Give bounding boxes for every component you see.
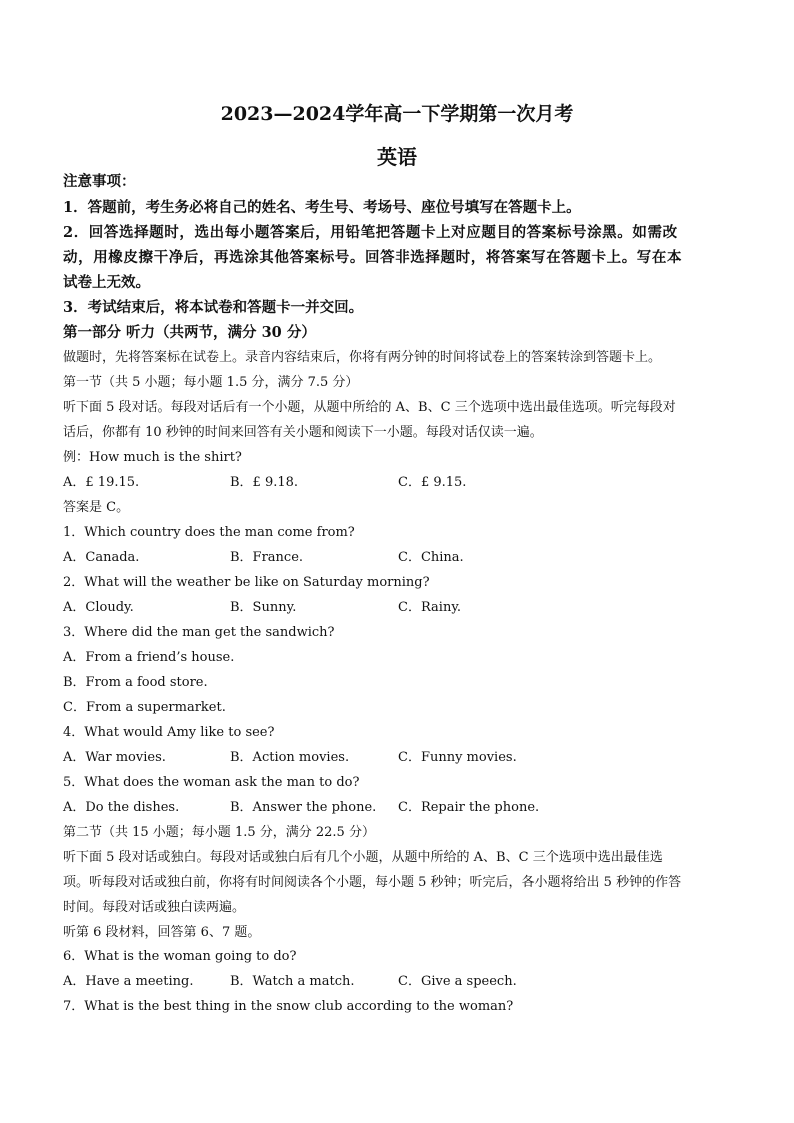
question-3: 3．Where did the man get the sandwich? — [63, 625, 335, 640]
section2-instruction: 听下面 5 段对话或独白。每段对话或独白后有几个小题，从题中所给的 A、B、C 三个选项中选出最佳选 — [63, 850, 663, 865]
option-c: C．From a supermarket. — [63, 700, 226, 715]
option-a: A．Have a meeting. — [63, 974, 194, 989]
option-b: B．£ 9.18. — [230, 475, 299, 490]
option-c: C．Repair the phone. — [398, 800, 540, 815]
question-5: 5．What does the woman ask the man to do? — [63, 775, 360, 790]
option-b: B．Watch a match. — [230, 974, 355, 989]
section1-instruction: 话后，你都有 10 秒钟的时间来回答有关小题和阅读下一小题。每段对话仅读一遍。 — [63, 425, 543, 440]
notice-item: 2．回答选择题时，选出每小题答案后，用铅笔把答题卡上对应题目的答案标号涂黑。如需改 — [63, 224, 678, 241]
part1-intro: 做题时，先将答案标在试卷上。录音内容结束后，你将有两分钟的时间将试卷上的答案转涂到答题卡上。 — [63, 350, 662, 365]
option-b: B．Action movies. — [230, 750, 350, 765]
exam-title: 2023—2024学年高一下学期第一次月考 — [220, 103, 574, 125]
subject-title: 英语 — [377, 145, 417, 169]
option-c: C．Give a speech. — [398, 974, 517, 989]
question-2: 2．What will the weather be like on Saturday morning? — [63, 575, 430, 590]
example-answer: 答案是 C。 — [63, 500, 130, 515]
question-4: 4．What would Amy like to see? — [63, 725, 275, 740]
notice-heading: 注意事项： — [63, 173, 136, 190]
section2-instruction: 时间。每段对话或独白读两遍。 — [63, 900, 246, 915]
section1-instruction: 听下面 5 段对话。每段对话后有一个小题，从题中所给的 A、B、C 三个选项中选出最佳选项。听完每段对 — [63, 400, 676, 415]
option-b: B．Sunny. — [230, 600, 297, 615]
option-a: A．War movies. — [63, 750, 166, 765]
notice-item: 3．考试结束后，将本试卷和答题卡一并交回。 — [63, 299, 364, 316]
question-6: 6．What is the woman going to do? — [63, 949, 297, 964]
material-note: 听第 6 段材料，回答第 6、7 题。 — [63, 925, 261, 940]
question-7: 7．What is the best thing in the snow club according to the woman? — [63, 999, 514, 1014]
option-a: A．From a friend’s house. — [63, 650, 235, 665]
option-c: C．£ 9.15. — [398, 475, 467, 490]
option-b: B．Answer the phone. — [230, 800, 377, 815]
option-c: C．Funny movies. — [398, 750, 517, 765]
option-b: B．From a food store. — [63, 675, 208, 690]
option-c: C．Rainy. — [398, 600, 462, 615]
option-b: B．France. — [230, 550, 304, 565]
option-a: A．Canada. — [63, 550, 140, 565]
option-c: C．China. — [398, 550, 464, 565]
option-a: A．Cloudy. — [63, 600, 134, 615]
part1-heading: 第一部分 听力（共两节，满分 30 分） — [63, 324, 316, 341]
notice-item: 动，用橡皮擦干净后，再选涂其他答案标号。回答非选择题时，将答案写在答题卡上。写在本 — [63, 249, 683, 266]
section1-heading: 第一节（共 5 小题；每小题 1.5 分，满分 7.5 分） — [63, 375, 359, 390]
example-question: 例：How much is the shirt? — [63, 450, 242, 465]
option-a: A．£ 19.15. — [63, 475, 140, 490]
question-1: 1．Which country does the man come from? — [63, 525, 355, 540]
section2-instruction: 项。听每段对话或独白前，你将有时间阅读各个小题，每小题 5 秒钟；听完后，各小题将给出 5 秒钟的作答 — [63, 875, 682, 890]
notice-item: 1．答题前，考生务必将自己的姓名、考生号、考场号、座位号填写在答题卡上。 — [63, 199, 581, 216]
notice-item: 试卷上无效。 — [63, 274, 150, 291]
option-a: A．Do the dishes. — [63, 800, 180, 815]
section2-heading: 第二节（共 15 小题；每小题 1.5 分，满分 22.5 分） — [63, 825, 375, 840]
